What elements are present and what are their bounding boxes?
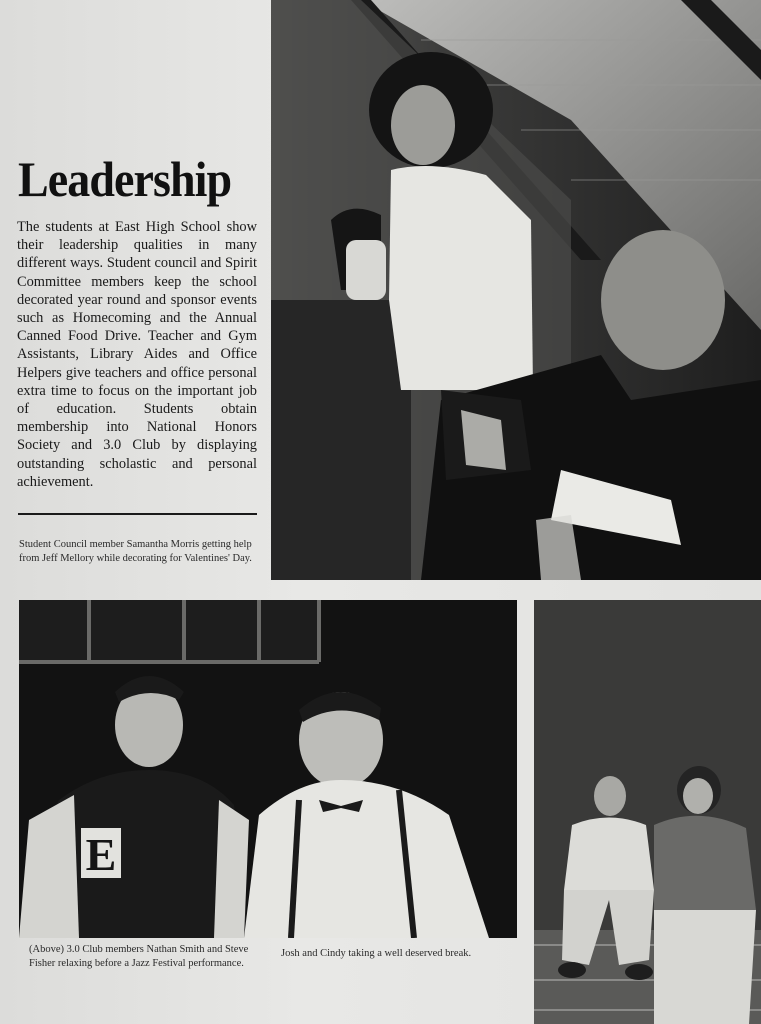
photo-decorating-image bbox=[271, 0, 761, 580]
page-title: Leadership bbox=[18, 151, 232, 207]
photo-break bbox=[534, 600, 761, 1024]
jacket-letter: E bbox=[85, 829, 117, 880]
caption-club-members: (Above) 3.0 Club members Nathan Smith and Steve Fisher relaxing before a Jazz Festival performance. bbox=[29, 944, 249, 969]
photo-break-image bbox=[534, 600, 761, 1024]
caption-break: Josh and Cindy taking a well deserved break. bbox=[281, 948, 472, 959]
photo-decorating bbox=[271, 0, 761, 580]
article-body: The students at East High School show their leadership qualities in many different ways. Student council and Spirit Committee members keep the school decorated year round and sponsor events such as Homecoming and the Annual Canned Food Drive. Teacher and Gym Assistants, Library Aides and Office Helpers give teachers and office personal extra time to focus on the important job of education. Students obtain membership into National Honors Society and 3.0 Club by displaying outstanding scholastic and personal achievement. bbox=[17, 219, 257, 490]
divider bbox=[18, 513, 257, 515]
photo-club-members-image bbox=[19, 600, 517, 938]
photo-club-members bbox=[19, 600, 517, 938]
caption-decorating: Student Council member Samantha Morris getting help from Jeff Mellory while decorating for Valentines' Day. bbox=[19, 539, 252, 564]
